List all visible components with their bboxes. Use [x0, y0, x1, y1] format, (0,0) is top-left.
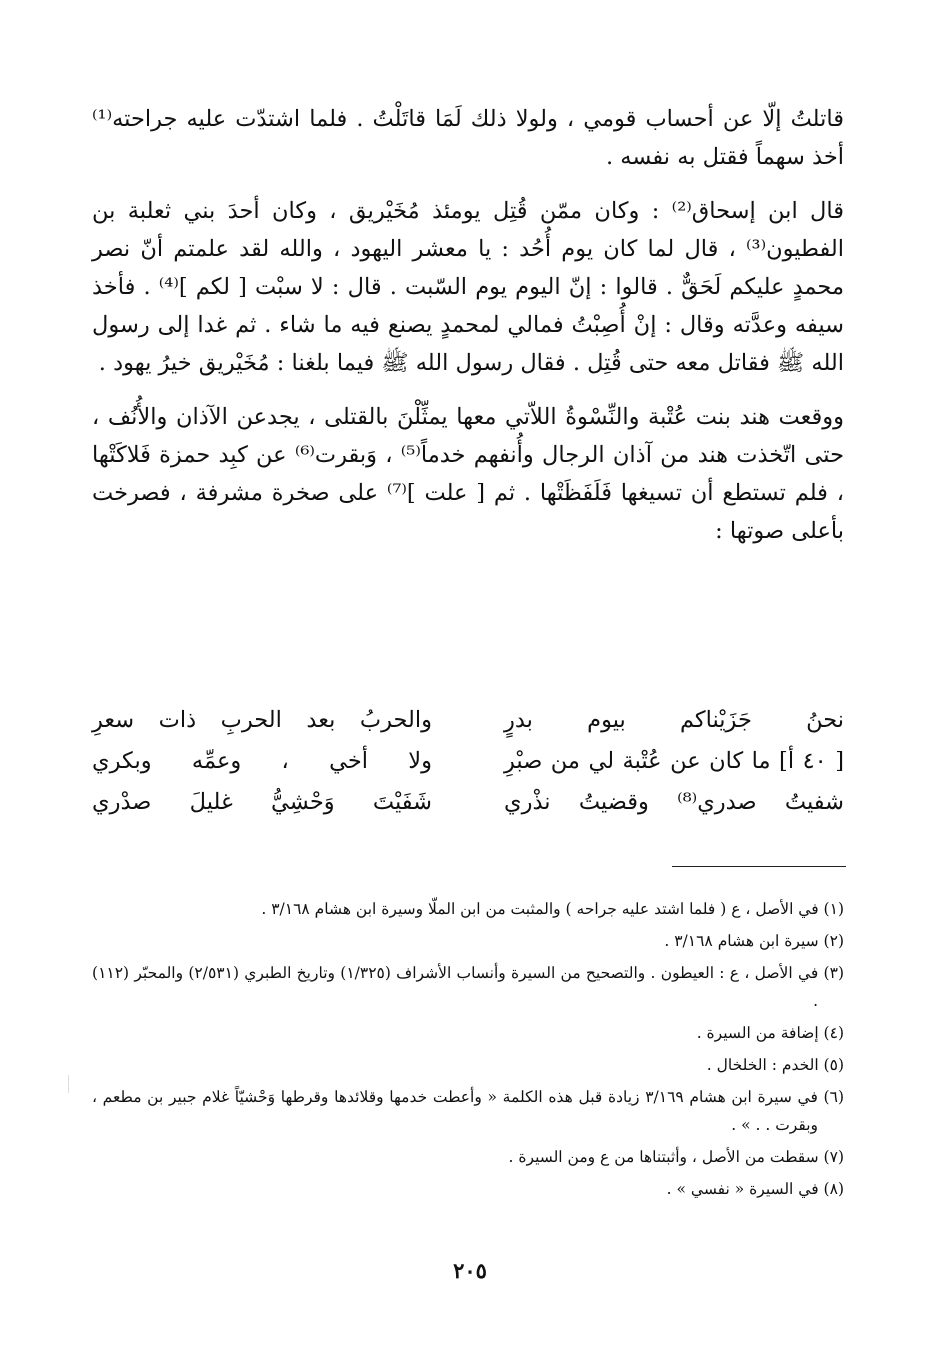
poem-verse-3 [92, 782, 844, 823]
footnote-6: (٦) في سيرة ابن هشام ٣/١٦٩ زيادة قبل هذه الكلمة « وأعطت خدمها وقلائدها وقرطها وَحْشيّاً غلام جبير بن مطعم ، وبقرت . . » . [92, 1088, 844, 1134]
verse-first-hemistich: [ ٤٠ أ] ما كان عن عُتْبة لي من صبْرِ [504, 748, 844, 774]
paragraph-2: قال ابن إسحاق⁽²⁾ : وكان ممّن قُتِل يومئذ مُخَيْريق ، وكان أحدَ بني ثعلبة بن الفطيون⁽³⁾ ، قال لما كان يوم أُحُد : يا معشر اليهود ، والله لقد علمتم أنّ نصر محمدٍ عليكم لَحَقٌّ . قالوا : إنّ اليوم يوم السّبت . قال : لا سبْت [ لكم ]⁽⁴⁾ . فأخذ سيفه وعدَّته وقال : إنْ أُصِبْتُ فمالي لمحمدٍ يصنع فيه ما شاء . ثم غدا إلى رسول الله ﷺ فقاتل معه حتى قُتِل . فقال رسول الله ﷺ فيما بلغنا : مُخَيْريق خيرُ يهود . [92, 198, 845, 376]
scan-mark [68, 1075, 69, 1093]
poem-verse-2 [92, 741, 844, 782]
verse-second-hemistich: والحربُ بعد الحربِ ذات سعرِ [92, 707, 432, 733]
footnote-7: (٧) سقطت من الأصل ، وأثبتناها من ع ومن السيرة . [508, 1148, 844, 1166]
poem-verse-1 [92, 700, 844, 741]
footnote-2: (٢) سيرة ابن هشام ٣/١٦٨ . [664, 932, 844, 950]
footnote-5: (٥) الخدم : الخلخال . [706, 1056, 844, 1074]
main-text [92, 100, 844, 550]
paragraph-1: قاتلتُ إلّا عن أحساب قومي ، ولولا ذلك لَمَا قاتَلْتُ . فلما اشتدّت عليه جراحته⁽¹⁾ أخذ سهماً فقتل به نفسه . [92, 106, 844, 170]
verse-first-hemistich: نحنُ جَزَيْناكم بيوم بدرٍ [504, 707, 844, 733]
poem [92, 700, 844, 823]
verse-first-hemistich: شفيتُ صدري⁽⁸⁾ وقضيتُ نذْري [504, 789, 844, 815]
verse-second-hemistich: ولا أخي ، وعمِّه وبكري [92, 748, 432, 774]
footnote-3: (٣) في الأصل ، ع : العيطون . والتصحيح من السيرة وأنساب الأشراف (١/٣٢٥) وتاريخ الطبري (٢/٥٣١) والمحبّر (١١٢) . [92, 964, 844, 1010]
verse-second-hemistich: شَفَيْتَ وَحْشِيُّ غليلَ صدْري [92, 789, 432, 815]
footnote-1: (١) في الأصل ، ع ( فلما اشتد عليه جراحه ) والمثبت من ابن الملّا وسيرة ابن هشام ٣/١٦٨ . [261, 900, 844, 918]
page-number: ٢٠٥ [453, 1258, 487, 1283]
footnote-divider [672, 866, 846, 867]
footnotes [92, 895, 844, 1207]
footnote-4: (٤) إضافة من السيرة . [696, 1024, 844, 1042]
footnote-8: (٨) في السيرة « نفسي » . [666, 1180, 844, 1198]
paragraph-3: ووقعت هند بنت عُتْبة والنِّسْوةُ اللاّتي معها يمثِّلْنَ بالقتلى ، يجدعن الآذان والأُنُف ، حتى اتّخذت هند من آذان الرجال وأُنفهم خدماً⁽⁵⁾ ، وَبقرت⁽⁶⁾ عن كبِد حمزة فَلاكَتْها ، فلم تستطع أن تسيغها فَلَفَظَتْها . ثم [ علت ]⁽⁷⁾ على صخرة مشرفة ، فصرخت بأعلى صوتها : [92, 404, 844, 544]
